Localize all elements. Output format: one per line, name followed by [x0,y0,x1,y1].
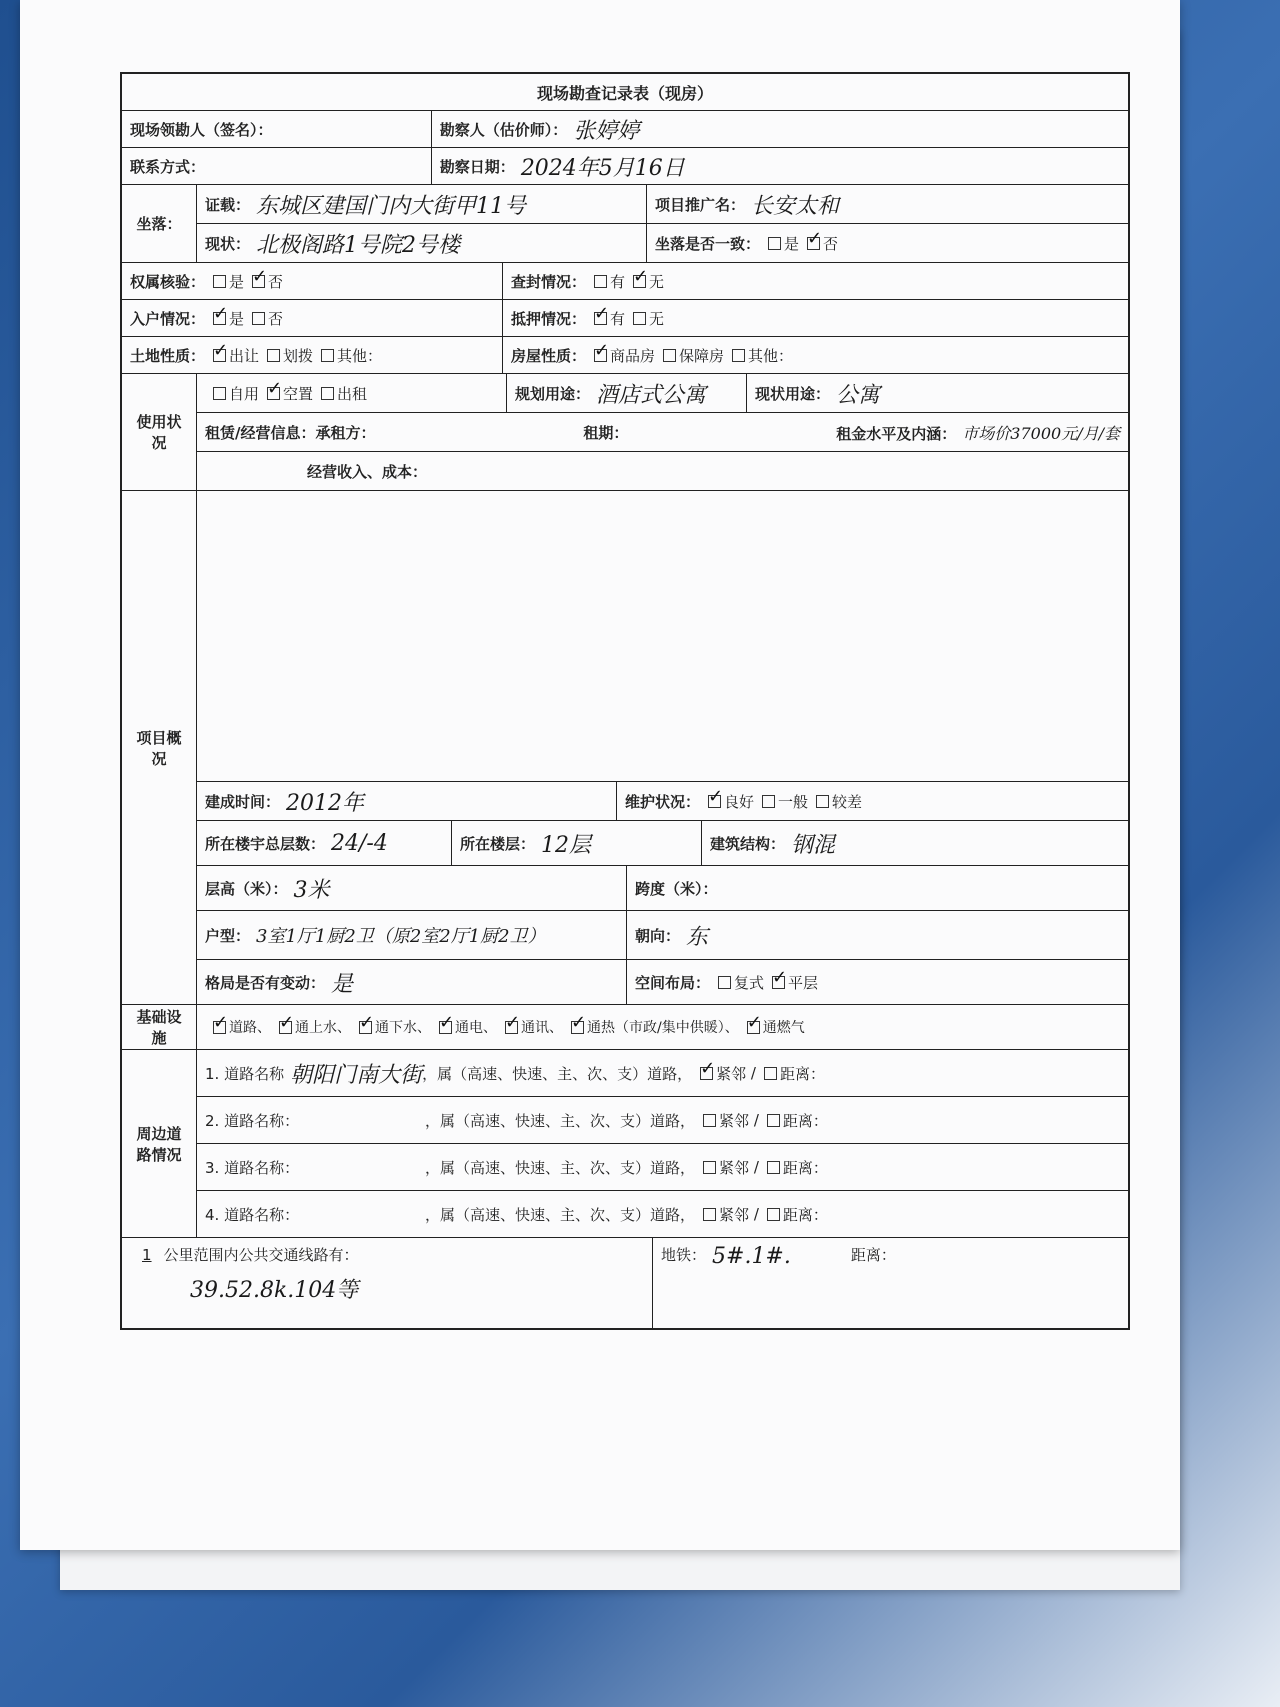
maint-opt-2: 一般 [778,792,809,811]
term-label: 租期： [583,423,629,442]
no-label: 否 [823,234,839,253]
project-blank-area [196,491,1128,781]
usage-label: 使用状况 [136,413,182,452]
dist-label: 距离： [782,1205,828,1224]
yes-label: 是 [229,272,245,291]
checkbox-checked[interactable] [571,1021,584,1034]
orient-value: 东 [686,924,709,950]
checkbox-checked[interactable] [213,1021,226,1034]
checkbox[interactable] [633,312,646,325]
infra-opt-1: 道路、 [229,1020,271,1036]
checkbox-checked[interactable] [213,349,226,362]
checkbox[interactable] [703,1208,716,1221]
cert-label: 证载： [205,195,251,214]
inspector-signature: 张婷婷 [573,118,640,144]
orient-label: 朝向： [635,926,681,945]
dist-label: 距离： [779,1064,825,1083]
road-type: ，属（高速、快速、主、次、支）道路， [425,1205,696,1224]
status-use-value: 公寓 [836,382,881,408]
house-opt-3: 其他： [748,346,794,365]
checkbox[interactable] [762,795,775,808]
checkbox-checked[interactable] [439,1021,452,1034]
house-opt-2: 保障房 [679,346,725,365]
slash: / [753,1205,759,1223]
floor-label: 所在楼层： [460,834,536,853]
maint-opt-1: 良好 [724,792,755,811]
change-value: 是 [331,971,354,997]
checkbox-checked[interactable] [267,387,280,400]
infra-opt-5: 通讯、 [521,1020,563,1036]
infra-opt-7: 通燃气 [762,1020,805,1036]
project-label: 项目概况 [136,728,182,768]
have-label: 有 [610,272,626,291]
status-use-label: 现状用途： [755,384,831,403]
checkbox[interactable] [321,387,334,400]
land-label: 土地性质： [130,346,206,365]
lease-label: 租赁/经营信息：承租方： [205,423,376,442]
plan-label: 规划用途： [515,384,591,403]
dist-label: 距离： [782,1158,828,1177]
usage-opt-3: 出租 [337,384,368,403]
slash: / [753,1158,759,1176]
promo-value: 长安太和 [751,193,840,219]
plan-value: 酒店式公寓 [596,382,707,408]
current-value: 北极阁路1号院2号楼 [256,232,461,258]
build-time-value: 2012年 [286,790,365,816]
checkbox-checked[interactable] [252,275,265,288]
subway-label: 地铁： [661,1246,707,1264]
none-label: 无 [649,309,665,328]
promo-label: 项目推广名： [655,195,746,214]
leader-label: 现场领勘人（签名）： [130,120,273,139]
type-value: 3室1厅1厨2卫（原2室2厅1厨2卫） [256,926,546,947]
road1-value: 朝阳门南大街 [290,1062,423,1088]
subway-dist: 距离： [850,1246,896,1264]
house-label: 房屋性质： [511,346,587,365]
checkbox-checked[interactable] [700,1067,713,1080]
road2-label: 2. 道路名称： [205,1111,300,1130]
paper-sheet [20,0,1180,1550]
no-label: 否 [268,309,284,328]
structure-value: 钢混 [791,832,836,858]
infra-opt-6: 通热（市政/集中供暖）、 [587,1020,739,1036]
have-label: 有 [610,309,626,328]
yes-label: 是 [784,234,800,253]
checkbox[interactable] [213,387,226,400]
transit-value: 39.52.8k.104等 [190,1278,359,1303]
date-value: 2024年5月16日 [520,155,685,181]
checkbox[interactable] [252,312,265,325]
income-label: 经营收入、成本： [307,462,428,481]
checkbox-checked[interactable] [594,349,607,362]
infra-opt-4: 通电、 [455,1020,497,1036]
dist-label: 距离： [782,1111,828,1130]
checkbox-checked[interactable] [594,312,607,325]
yes-label: 是 [229,309,245,328]
checkbox[interactable] [703,1114,716,1127]
mortgage-label: 抵押情况： [511,309,587,328]
road-section-label: 周边道路情况 [136,1124,182,1164]
checkbox[interactable] [764,1067,777,1080]
checkbox[interactable] [767,1208,780,1221]
slash: / [750,1064,756,1082]
survey-form-table [120,72,1130,1330]
checkbox[interactable] [816,795,829,808]
floor-value: 12层 [541,832,592,858]
checkbox[interactable] [768,237,781,250]
checkbox-checked[interactable] [213,312,226,325]
type-label: 户型： [205,926,251,945]
infra-opt-2: 通上水、 [295,1020,351,1036]
near-label: 紧邻 [719,1111,750,1130]
checkbox[interactable] [732,349,745,362]
road1-label: 1. 道路名称 [205,1064,285,1083]
checkbox[interactable] [663,349,676,362]
none-label: 无 [649,272,665,291]
change-label: 格局是否有变动： [205,973,326,992]
checkbox-checked[interactable] [633,275,646,288]
span-label: 跨度（米）： [635,879,718,898]
checkbox[interactable] [703,1161,716,1174]
checkbox[interactable] [767,1114,780,1127]
house-opt-1: 商品房 [610,346,656,365]
height-value: 3米 [293,877,330,903]
checkbox[interactable] [594,275,607,288]
checkbox-checked[interactable] [708,795,721,808]
rent-label: 租金水平及内涵： [836,424,957,443]
road4-label: 4. 道路名称： [205,1205,300,1224]
layout-label: 空间布局： [635,973,711,992]
near-label: 紧邻 [719,1158,750,1177]
near-label: 紧邻 [719,1205,750,1224]
usage-opt-2: 空置 [283,384,314,403]
transit-label: 公里范围内公共交通线路有： [163,1246,359,1264]
checkbox-checked[interactable] [279,1021,292,1034]
rights-label: 权属核验： [130,272,206,291]
inspector-label: 勘察人（估价师）： [439,120,568,139]
checkbox[interactable] [213,275,226,288]
slash: / [753,1111,759,1129]
land-opt-2: 划拨 [283,346,314,365]
usage-opt-1: 自用 [229,384,260,403]
layout-opt-2: 平层 [788,973,819,992]
checkbox-checked[interactable] [772,976,785,989]
cert-value: 东城区建国门内大街甲11号 [256,193,527,219]
transit-km: 1 [142,1246,152,1264]
floors-label: 所在楼宇总层数： [205,834,326,853]
maint-label: 维护状况： [625,792,701,811]
road-type: ，属（高速、快速、主、次、支）道路， [422,1064,693,1083]
land-opt-1: 出让 [229,346,260,365]
height-label: 层高（米）： [205,879,288,898]
no-label: 否 [268,272,284,291]
checkbox-checked[interactable] [747,1021,760,1034]
form-title: 现场勘查记录表（现房） [536,83,713,103]
current-label: 现状： [205,234,251,253]
land-opt-3: 其他： [337,346,383,365]
checkbox-checked[interactable] [505,1021,518,1034]
seal-label: 查封情况： [511,272,587,291]
infra-label: 基础设施 [136,1008,182,1047]
rent-value: 市场价37000元/月/套 [962,423,1120,443]
structure-label: 建筑结构： [710,834,786,853]
date-label: 勘察日期： [439,157,515,176]
subway-value: 5#.1#. [712,1244,791,1269]
contact-label: 联系方式： [130,157,206,176]
road3-label: 3. 道路名称： [205,1158,300,1177]
road-type: ，属（高速、快速、主、次、支）道路， [425,1111,696,1130]
road-type: ，属（高速、快速、主、次、支）道路， [425,1158,696,1177]
consistent-label: 坐落是否一致： [655,234,761,253]
maint-opt-3: 较差 [832,792,863,811]
checkbox[interactable] [321,349,334,362]
build-time-label: 建成时间： [205,792,281,811]
near-label: 紧邻 [716,1064,747,1083]
location-label: 坐落： [136,215,182,233]
checkbox-checked[interactable] [359,1021,372,1034]
checkbox-checked[interactable] [807,237,820,250]
checkbox[interactable] [267,349,280,362]
checkbox[interactable] [767,1161,780,1174]
checkbox[interactable] [718,976,731,989]
infra-opt-3: 通下水、 [375,1020,431,1036]
layout-opt-1: 复式 [734,973,765,992]
floors-value: 24/-4 [331,830,388,856]
entry-label: 入户情况： [130,309,206,328]
